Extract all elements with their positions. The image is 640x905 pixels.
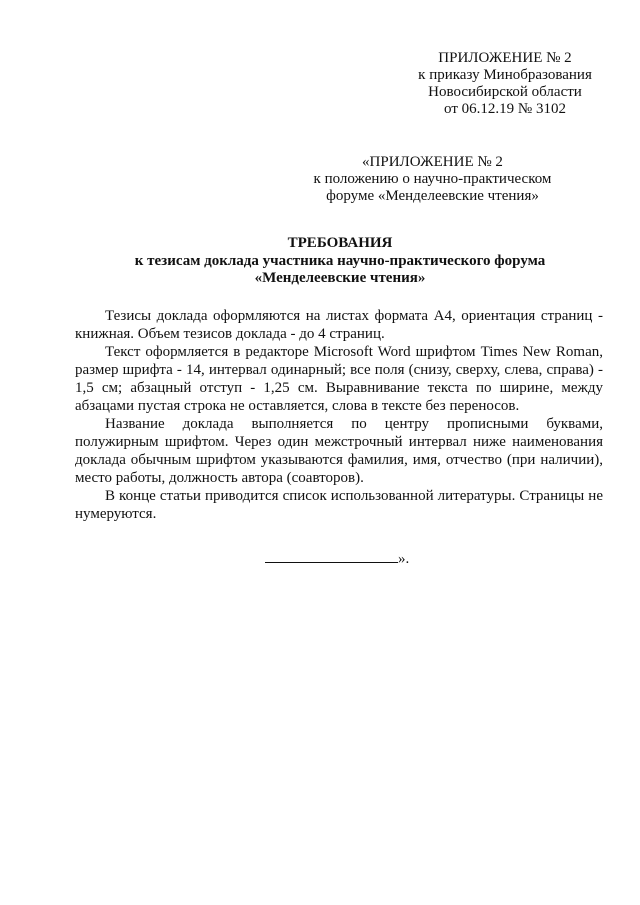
paragraph-typography: Текст оформляется в редакторе Microsoft Word шрифтом Times New Roman, размер шрифта - 14, интервал одинарный; все поля (снизу, сверху, слева, справа) - 1,5 см; абзацный отступ - 1,25 см. Выравнивание текста по ширине, между абзацами пустая строка не оставляется, слова в тексте без переносов. xyxy=(75,344,603,414)
regulation-appendix-title: «ПРИЛОЖЕНИЕ № 2 xyxy=(362,154,503,170)
paragraph-references: В конце статьи приводится список использованной литературы. Страницы не нумеруются. xyxy=(75,488,603,522)
requirements-heading xyxy=(60,235,620,288)
closing-quote: ». xyxy=(398,551,410,567)
regulation-forum-name: форуме «Менделеевские чтения» xyxy=(326,188,539,204)
regulation-appendix-stamp xyxy=(300,154,565,205)
order-appendix-title: ПРИЛОЖЕНИЕ № 2 xyxy=(438,50,572,66)
paragraph-format: Тезисы доклада оформляются на листах формата А4, ориентация страниц - книжная. Объем тезисов доклада - до 4 страниц. xyxy=(75,308,603,342)
order-reference: к приказу Минобразования xyxy=(418,67,592,83)
heading-subtitle-line-2: «Менделеевские чтения» xyxy=(254,270,426,286)
order-region: Новосибирской области xyxy=(428,84,582,100)
requirements-body xyxy=(75,307,603,523)
signature-blank xyxy=(265,548,398,563)
regulation-reference: к положению о научно-практическом xyxy=(313,171,552,187)
paragraph-title-rules: Название доклада выполняется по центру прописными буквами, полужирным шрифтом. Через один межстрочный интервал ниже наименования доклада обычным шрифтом указываются фамилия, имя, отчество (при наличии), место работы, должность автора (соавторов). xyxy=(75,416,603,486)
order-date-number: от 06.12.19 № 3102 xyxy=(444,101,566,117)
order-appendix-stamp xyxy=(380,50,630,118)
heading-title: ТРЕБОВАНИЯ xyxy=(287,235,393,251)
closing-line xyxy=(265,548,409,568)
heading-subtitle-line-1: к тезисам доклада участника научно-практического форума xyxy=(134,252,546,269)
